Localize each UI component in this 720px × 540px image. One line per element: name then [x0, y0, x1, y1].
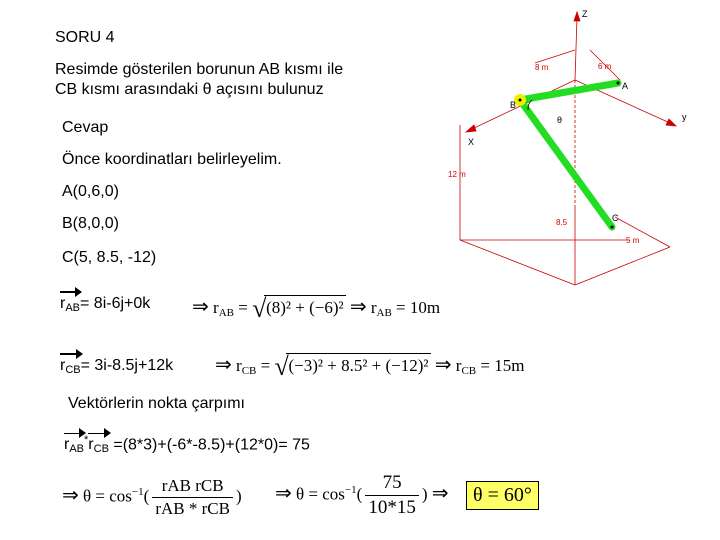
sqrt-cb: √ (−3)² + 8.5² + (−12)² — [274, 352, 429, 381]
r-cb-subscript: CB — [65, 364, 81, 376]
figure-axes — [460, 12, 676, 285]
r-cb-result-subscript: CB — [461, 365, 477, 377]
point-b-dot — [519, 99, 522, 102]
base-line-2 — [460, 240, 575, 285]
sqrt-cb-inside: (−3)² + 8.5² + (−12)² — [286, 353, 430, 376]
point-a-dot — [617, 82, 620, 85]
label-dim-6m: 6 m — [598, 62, 612, 71]
intro-text: Önce koordinatları belirleyelim. — [62, 151, 282, 168]
label-dim-8-5: 8.5 — [556, 218, 568, 227]
label-dim-12m: 12 m — [448, 170, 466, 179]
dot-r-ab-vector — [64, 435, 84, 455]
r-cb-magnitude: ⇒ $r_{CB}$ = √ (−3)² + 8.5² + (−12)² ⇒ $r_{CB} = 15m$ — [215, 352, 525, 381]
label-x: X — [468, 137, 475, 147]
question-line-1: Resimde gösterilen borunun AB kısmı ile — [55, 61, 344, 78]
theta-numeric-sup: −1 — [344, 483, 357, 496]
y-axis-arrowhead — [666, 119, 676, 126]
label-theta: θ — [557, 115, 563, 125]
sqrt-ab: √ (8)² + (−6)² — [252, 294, 344, 323]
pipe-figure — [440, 5, 705, 290]
implies-arrow: ⇒ — [215, 352, 232, 376]
label-dim-8m: 8 m — [535, 63, 549, 72]
r-cb-vector — [60, 356, 81, 376]
r-cb-result: = 15m — [480, 356, 525, 375]
x-axis-arrowhead — [466, 125, 476, 132]
theta-formula-fraction — [152, 476, 233, 519]
theta-numeric: ⇒ $\theta = \cos^{-1}$( $\frac{75}{10*15}$ ) ⇒ — [275, 472, 449, 518]
implies-arrow: ⇒ — [349, 294, 367, 318]
theta-formula-sup: −1 — [131, 485, 144, 498]
c-dimension — [615, 217, 670, 247]
theta-formula-lhs: θ = cos — [83, 486, 132, 506]
label-dim-5m: 5 m — [626, 236, 640, 245]
dot-product-line — [64, 430, 310, 455]
label-z: Z — [582, 9, 588, 19]
label-b: B — [510, 100, 517, 110]
r-cb-mag-subscript: CB — [241, 365, 257, 377]
question-line-2: CB kısmı arasındaki θ açısını bulunuz — [55, 81, 324, 98]
answer-label: Cevap — [62, 119, 109, 136]
z-axis-arrowhead — [574, 12, 580, 21]
r-ab-mag-subscript: AB — [218, 307, 234, 319]
implies-arrow: ⇒ — [275, 480, 292, 505]
theta-numeric-denominator: 10*15 — [368, 497, 416, 518]
implies-arrow: ⇒ — [434, 352, 452, 376]
question-title: SORU 4 — [55, 29, 115, 46]
r-ab-expression: = 8i-6j+0k — [80, 295, 151, 312]
r-ab-magnitude: ⇒ $r_{AB}$ = √ (8)² + (−6)² ⇒ $r_{AB} = 10m$ — [192, 294, 441, 323]
theta-formula-numerator: rAB rCB — [152, 476, 233, 498]
r-ab-result: = 10m — [396, 298, 441, 317]
r-cb-definition — [60, 356, 173, 376]
r-ab-vector — [60, 294, 80, 314]
label-y: y — [682, 112, 687, 122]
pipe-segment-ab — [520, 83, 618, 100]
theta-numeric-lhs: θ = cos — [296, 484, 345, 504]
point-b: B(8,0,0) — [62, 215, 119, 232]
r-ab-symbol: r — [60, 295, 66, 312]
dot-r-cb-symbol: r — [88, 436, 94, 454]
label-a: A — [622, 81, 629, 91]
sqrt-ab-inside: (8)² + (−6)² — [264, 295, 346, 318]
dot-r-ab-subscript: AB — [69, 443, 85, 456]
r-ab-result-subscript: AB — [376, 307, 392, 319]
r-cb-expression: = 3i-8.5j+12k — [80, 357, 174, 374]
dot-star: * — [84, 434, 89, 446]
base-line-3 — [575, 247, 670, 285]
pipe-segment-bc — [520, 100, 612, 227]
label-c: C — [612, 213, 619, 223]
pipe — [514, 82, 620, 229]
dot-r-ab-symbol: r — [64, 436, 70, 454]
dot-product-label: Vektörlerin nokta çarpımı — [68, 395, 245, 412]
z-axis — [575, 17, 577, 80]
r-cb-symbol: r — [60, 357, 66, 374]
theta-numeric-numerator: 75 — [365, 472, 419, 496]
point-c-dot — [611, 226, 614, 229]
implies-arrow: ⇒ — [192, 294, 209, 318]
dot-r-cb-subscript: CB — [93, 443, 109, 456]
theta-numeric-fraction — [365, 472, 419, 519]
point-c: C(5, 8.5, -12) — [62, 249, 157, 266]
theta-result-box: θ = 60° — [466, 481, 539, 510]
dot-product-expression: =(8*3)+(-6*-8.5)+(12*0)= 75 — [108, 436, 310, 454]
theta-formula-denominator: rAB * rCB — [155, 499, 230, 518]
point-a: A(0,6,0) — [62, 183, 119, 200]
implies-arrow: ⇒ — [62, 482, 79, 507]
figure-labels — [448, 9, 687, 245]
dot-r-cb-vector — [88, 435, 109, 455]
r-ab-subscript: AB — [65, 302, 81, 314]
implies-arrow: ⇒ — [431, 480, 449, 505]
r-ab-definition — [60, 294, 150, 314]
theta-formula: ⇒ $\theta = \cos^{-1}$( $\frac{\text{rAB rCB}}{\text{rAB * rCB}}$ ) — [62, 476, 242, 518]
dim-8m-line — [535, 50, 575, 63]
